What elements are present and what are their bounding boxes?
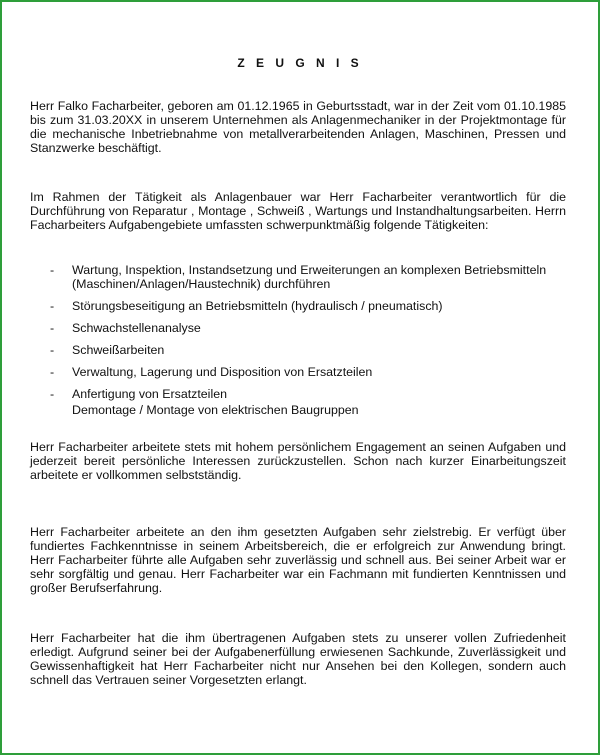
skills-paragraph: Herr Facharbeiter arbeitete an den ihm gesetzten Aufgaben sehr zielstrebig. Er verfügt über fundiertes Fachkenntnisse in seinem Arbeitsbereich, die er erfolgreich zur Anwendung bringt. Herr Facharbeiter führte alle Aufgaben sehr zuverlässig und schnell aus. Bei seiner Arbeit war er sehr sorgfältig und genau. Herr Facharbeiter war ein Fachmann mit fundierten Kenntnissen und großer Berufserfahrung. bbox=[30, 525, 566, 595]
list-item-text: Schweißarbeiten bbox=[72, 343, 165, 357]
list-item-text: Verwaltung, Lagerung und Disposition von Ersatzteilen bbox=[72, 365, 373, 379]
list-dash: - bbox=[50, 365, 55, 379]
list-item-text: Anfertigung von Ersatzteilen bbox=[72, 387, 227, 401]
list-dash: - bbox=[50, 387, 55, 401]
list-item bbox=[30, 343, 566, 357]
list-dash: - bbox=[50, 321, 55, 335]
intro-paragraph: Herr Falko Facharbeiter, geboren am 01.12.1965 in Geburtsstadt, war in der Zeit vom 01.10.1985 bis zum 31.03.20XX in unserem Unternehmen als Anlagenmechaniker in der Projektmontage für die mechanische Inbetriebnahme von metallverarbeitenden Anlagen, Maschinen, Pressen und Stanzwerke beschäftigt. bbox=[30, 99, 566, 155]
list-item bbox=[30, 263, 566, 291]
list-item-text: Demontage / Montage von elektrischen Baugruppen bbox=[72, 403, 359, 417]
list-item bbox=[30, 321, 566, 335]
engagement-paragraph: Herr Facharbeiter arbeitete stets mit hohem persönlichem Engagement an seinen Aufgaben und jederzeit bereit persönliche Interessen zurückzustellen. Schon nach kurzer Einarbeitungszeit arbeitete er vollkommen selbstständig. bbox=[30, 440, 566, 482]
task-list bbox=[30, 263, 566, 425]
list-item bbox=[30, 387, 566, 401]
list-item-text: Wartung, Inspektion, Instandsetzung und Erweiterungen an komplexen Betriebsmitteln (Maschinen/Anlagen/Haustechnik) durchführen bbox=[72, 263, 547, 291]
list-item bbox=[30, 299, 566, 313]
list-dash: - bbox=[50, 343, 55, 357]
list-dash: - bbox=[50, 299, 55, 313]
list-dash: - bbox=[50, 263, 55, 277]
list-item bbox=[30, 365, 566, 379]
list-item bbox=[30, 403, 566, 417]
closing-paragraph: Herr Facharbeiter hat die ihm übertragenen Aufgaben stets zu unserer vollen Zufriedenheit erledigt. Aufgrund seiner bei der Aufgabenerfüllung erwiesenen Sachkunde, Zuverlässigkeit und Gewissenhaftigkeit hat Herr Facharbeiter nicht nur Ansehen bei den Kollegen, sondern auch schnell das Vertrauen seiner Vorgesetzten erlangt. bbox=[30, 631, 566, 687]
list-item-text: Störungsbeseitigung an Betriebsmitteln (hydraulisch / pneumatisch) bbox=[72, 299, 443, 313]
list-item-text: Schwachstellenanalyse bbox=[72, 321, 201, 335]
responsibilities-paragraph: Im Rahmen der Tätigkeit als Anlagenbauer war Herr Facharbeiter verantwortlich für die Durchführung von Reparatur , Montage , Schweiß , Wartungs und Instandhaltungsarbeiten. Herrn Facharbeiters Aufgabengebiete umfassten schwerpunktmäßig folgende Tätigkeiten: bbox=[30, 190, 566, 232]
document-title: Z E U G N I S bbox=[237, 56, 363, 70]
